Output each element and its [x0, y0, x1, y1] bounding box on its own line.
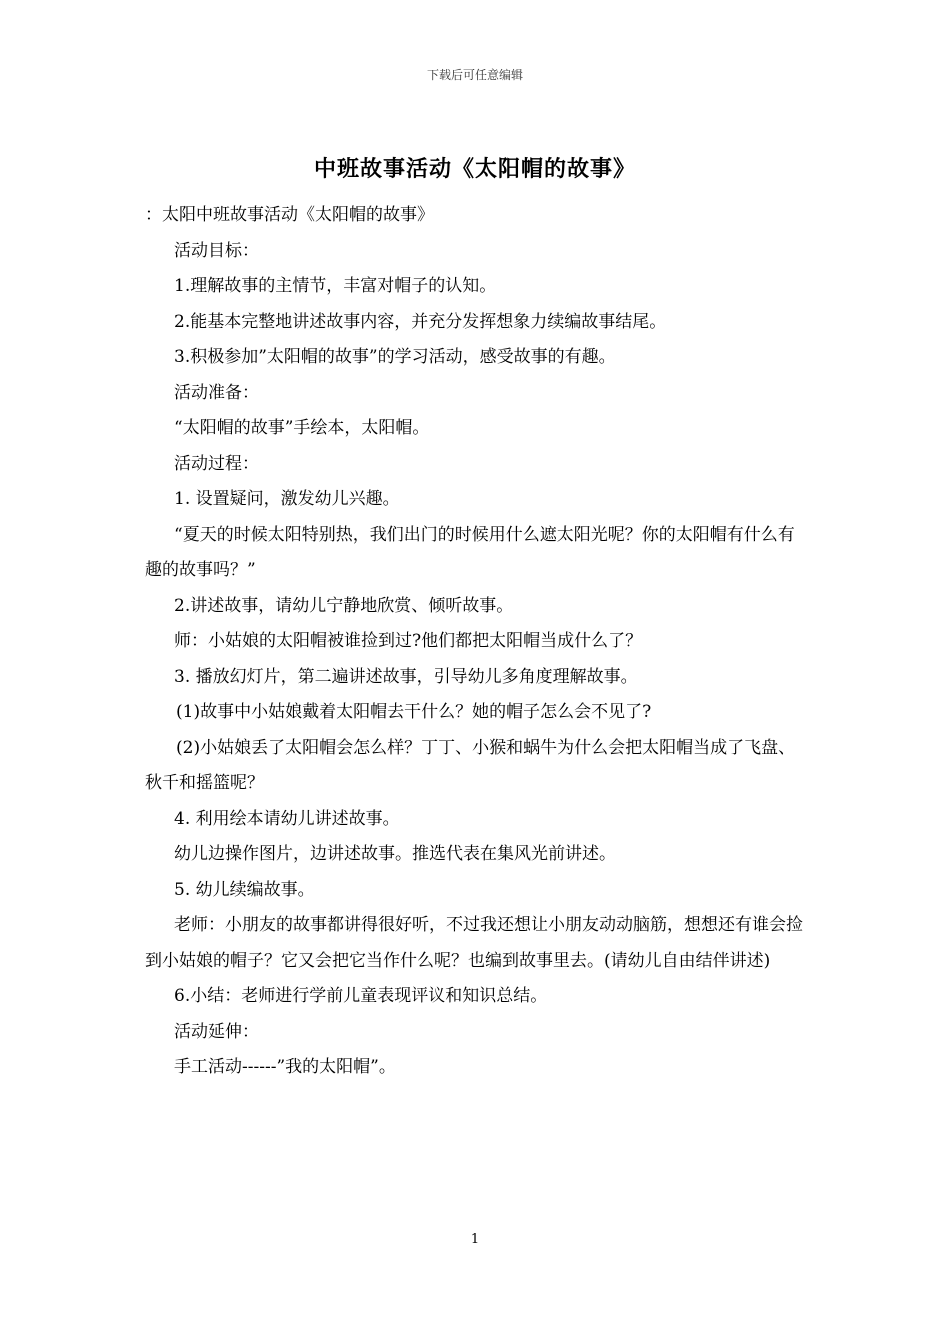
page-number: 1 [470, 1232, 480, 1247]
process-question: (2)小姑娘丢了太阳帽会怎么样？丁丁、小猴和蜗牛为什么会把太阳帽当成了飞盘、秋千和摇篮呢？ [145, 737, 796, 793]
process-text: “夏天的时候太阳特别热，我们出门的时候用什么遮太阳光呢？你的太阳帽有什么有趣的故事吗？” [145, 524, 795, 580]
extension-item: 手工活动------”我的太阳帽”。 [174, 1057, 396, 1077]
process-step: 1. 设置疑问，激发幼儿兴趣。 [174, 489, 400, 509]
section-heading-extension: 活动延伸： [174, 1021, 259, 1042]
section-heading-goals: 活动目标： [174, 240, 259, 261]
section-heading-process: 活动过程： [174, 453, 259, 474]
goal-item: 3.积极参加”太阳帽的故事”的学习活动，感受故事的有趣。 [174, 347, 616, 367]
preparation-item: “太阳帽的故事”手绘本，太阳帽。 [174, 418, 430, 438]
section-heading-preparation: 活动准备： [174, 382, 259, 403]
goal-item: 2.能基本完整地讲述故事内容，并充分发挥想象力续编故事结尾。 [174, 311, 667, 332]
document-body [145, 198, 810, 1086]
goal-item: 1.理解故事的主情节，丰富对帽子的认知。 [174, 276, 497, 296]
process-step: 4. 利用绘本请幼儿讲述故事。 [174, 808, 400, 829]
process-step: 5. 幼儿续编故事。 [174, 879, 315, 900]
process-text: 幼儿边操作图片，边讲述故事。推选代表在集风光前讲述。 [174, 844, 616, 864]
process-step: 3. 播放幻灯片，第二遍讲述故事，引导幼儿多角度理解故事。 [174, 666, 638, 687]
process-text: 师：小姑娘的太阳帽被谁捡到过?他们都把太阳帽当成什么了？ [174, 631, 643, 651]
intro-line: ：太阳中班故事活动《太阳帽的故事》 [145, 205, 434, 225]
process-question: (1)故事中小姑娘戴着太阳帽去干什么？她的帽子怎么会不见了? [176, 702, 652, 722]
process-step: 2.讲述故事，请幼儿宁静地欣赏、倾听故事。 [174, 595, 514, 616]
process-text: 老师：小朋友的故事都讲得很好听，不过我还想让小朋友动动脑筋，想想还有谁会捡到小姑娘的帽子？它又会把它当作什么呢？也编到故事里去。(请幼儿自由结伴讲述) [145, 915, 803, 971]
document-title: 中班故事活动《太阳帽的故事》 [313, 157, 636, 182]
page-header: 下载后可任意编辑 [426, 68, 523, 82]
process-step: 6.小结：老师进行学前儿童表现评议和知识总结。 [174, 986, 548, 1006]
